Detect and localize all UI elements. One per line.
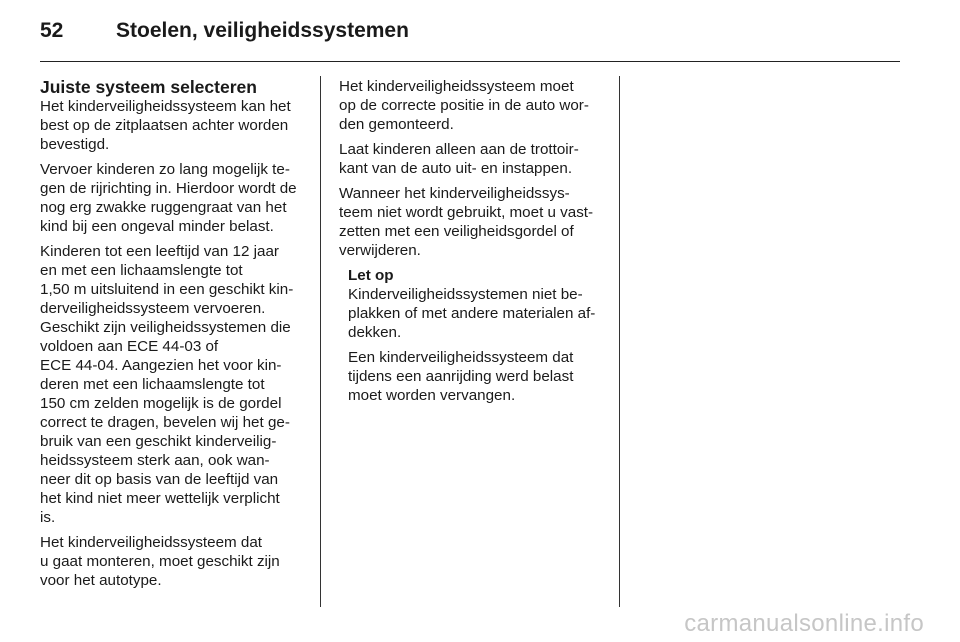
paragraph-age-height: Kinderen tot een leeftijd van 12 jaar en met een lichaamslengte tot 1,50 m uitsluitend in een geschikt kin- derveiligheidssysteem vervoeren. Geschikt zijn veiligheidssystemen die voldoen aan ECE 44-03 of ECE 44-04. Aangezien het voor kin- deren met een lichaamslengte tot 150 cm zelden mogelijk is de gordel correct te dragen, bevelen wij het ge- bruik van een geschikt kinderveilig- heidssysteem sterk aan, ook wan- neer dit op basis van de leeftijd van het kind niet meer wettelijk verplicht is.	[40, 243, 294, 526]
paragraph-mounting-location: Het kinderveiligheidssysteem kan het best op de zitplaatsen achter worden bevestigd.	[40, 98, 291, 153]
page-number: 52	[40, 19, 64, 42]
column-divider-right	[619, 76, 620, 607]
section-title: Juiste systeem selecteren	[40, 77, 257, 97]
paragraph-correct-position: Het kinderveiligheidssysteem moet op de correcte positie in de auto wor- den gemonteerd.	[339, 78, 589, 133]
note-paragraph-no-covering: Kinderveiligheidssystemen niet be- plakken of met andere materialen af- dekken.	[348, 286, 596, 341]
watermark: carmanualsonline.info	[684, 610, 924, 637]
paragraph-curb-side: Laat kinderen alleen aan de trottoir- kant van de auto uit- en instappen.	[339, 141, 579, 177]
paragraph-not-in-use: Wanneer het kinderveiligheidssys- teem niet wordt gebruikt, moet u vast- zetten met een veiligheidsgordel of verwijderen.	[339, 185, 594, 259]
note-title: Let op	[348, 267, 394, 284]
paragraph-vehicle-suitability: Het kinderveiligheidssysteem dat u gaat monteren, moet geschikt zijn voor het autotype.	[40, 534, 280, 589]
left-column	[40, 77, 306, 596]
header-divider	[40, 61, 900, 62]
paragraph-rear-facing: Vervoer kinderen zo lang mogelijk te- gen de rijrichting in. Hierdoor wordt de nog erg zwakke ruggengraat van het kind bij een ongeval minder belast.	[40, 161, 297, 235]
note-paragraph-replace: Een kinderveiligheidssysteem dat tijdens een aanrijding werd belast moet worden vervangen.	[348, 349, 574, 404]
column-divider-left	[320, 76, 321, 607]
middle-column	[339, 77, 605, 411]
caution-note	[339, 266, 605, 405]
page-title: Stoelen, veiligheidssystemen	[116, 19, 409, 42]
